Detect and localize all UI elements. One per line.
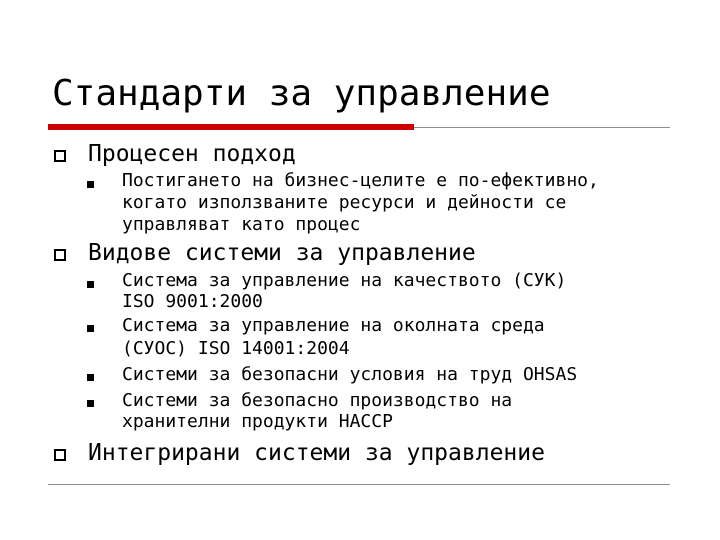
- filled-square-bullet-icon: [87, 281, 94, 288]
- bullet-management-system-types: Видове системи за управление: [88, 240, 476, 266]
- sub-bullet-line: Система за управление на околната среда: [122, 315, 545, 336]
- bottom-rule: [48, 484, 670, 485]
- sub-bullet-line: Постигането на бизнес-целите е по-ефективно,: [122, 170, 599, 191]
- hollow-square-bullet-icon: [54, 150, 66, 162]
- sub-bullet-line: когато използваните ресурси и дейности се: [122, 192, 567, 213]
- sub-bullet-line: Системи за безопасни условия на труд OHSAS: [122, 364, 578, 385]
- bullet-process-approach: Процесен подход: [88, 141, 296, 167]
- bullet-integrated-systems: Интегрирани системи за управление: [88, 440, 545, 466]
- filled-square-bullet-icon: [87, 181, 94, 188]
- sub-bullet-line: Системи за безопасно производство на: [122, 390, 513, 411]
- sub-bullet-line: (СУОС) ISO 14001:2004: [122, 338, 350, 359]
- filled-square-bullet-icon: [87, 374, 94, 381]
- title-accent-bar: [48, 124, 414, 130]
- filled-square-bullet-icon: [87, 325, 94, 332]
- hollow-square-bullet-icon: [54, 449, 66, 461]
- sub-bullet-line: Система за управление на качеството (СУК): [122, 270, 567, 291]
- sub-bullet-line: ISO 9001:2000: [122, 291, 263, 312]
- sub-bullet-line: хранителни продукти HACCP: [122, 411, 393, 432]
- filled-square-bullet-icon: [87, 400, 94, 407]
- hollow-square-bullet-icon: [54, 249, 66, 261]
- sub-bullet-line: управляват като процес: [122, 214, 361, 235]
- slide-title: Стандарти за управление: [52, 73, 551, 114]
